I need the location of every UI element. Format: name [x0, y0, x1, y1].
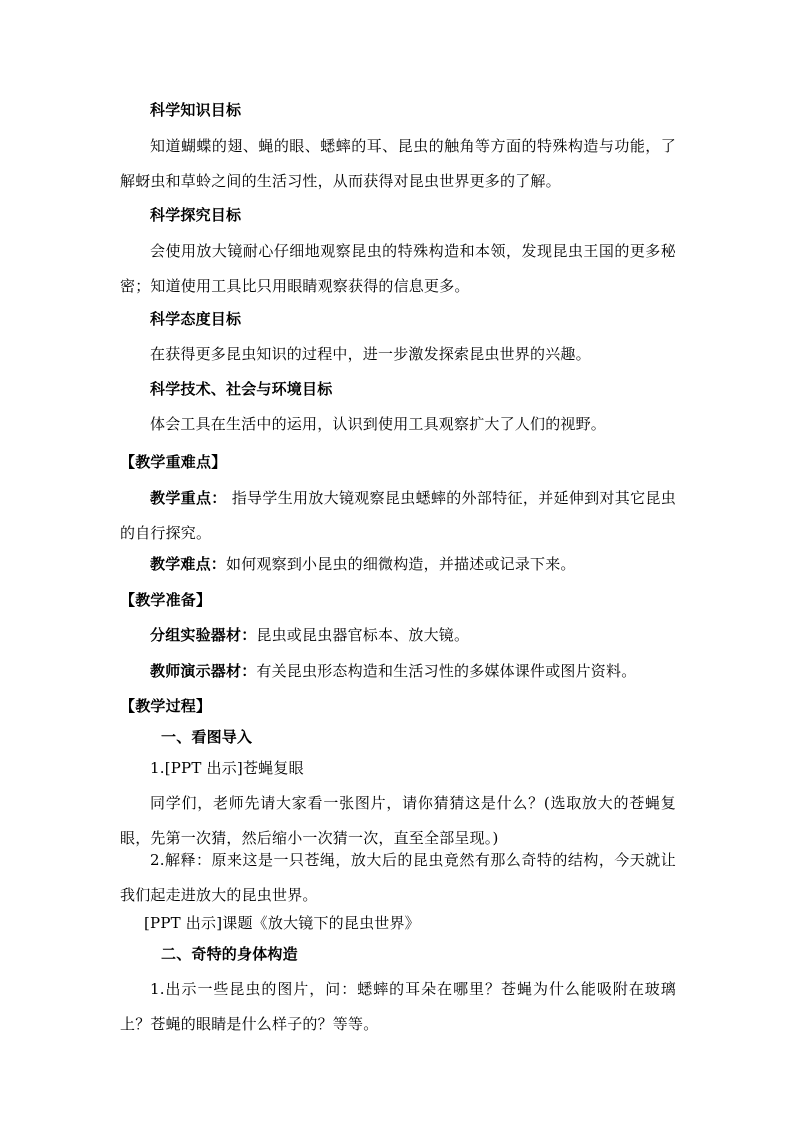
- key-point-label: 教学重点：: [150, 489, 227, 507]
- teacher-equipment-label: 教师演示器材：: [150, 662, 257, 680]
- part1-item1: 1.[PPT 出示]苍蝇复眼: [150, 759, 304, 777]
- group-equipment-line: [150, 625, 469, 645]
- sci-attitude-heading: 科学态度目标: [150, 310, 242, 328]
- group-equipment-text: 昆虫或昆虫器官标本、放大镜。: [256, 626, 470, 644]
- key-point-text: 指导学生用放大镜观察昆虫蟋蟀的外部特征，并延伸到对其它昆虫的自行探究。: [120, 489, 676, 542]
- teacher-equipment-text: 有关昆虫形态构造和生活习性的多媒体课件或图片资料。: [256, 662, 637, 680]
- difficult-paragraph: [150, 554, 576, 574]
- part1-paragraph1: 同学们，老师先请大家看一张图片，请你猜猜这是什么？(选取放大的苍蝇复眼，先第一次猜，然后缩小一次猜一次，直至全部呈现。): [120, 794, 676, 847]
- sts-heading: 科学技术、社会与环境目标: [150, 380, 333, 398]
- part2-heading: 二、奇特的身体构造: [161, 945, 298, 963]
- prep-heading: 【教学准备】: [120, 591, 212, 609]
- group-equipment-label: 分组实验器材：: [150, 626, 257, 644]
- key-difficult-heading: 【教学重难点】: [120, 453, 227, 471]
- difficult-text: 如何观察到小昆虫的细微构造，并描述或记录下来。: [226, 555, 576, 573]
- part2-paragraph1: 1.出示一些昆虫的图片，问：蟋蟀的耳朵在哪里？苍蝇为什么能吸附在玻璃上？苍蝇的眼睛是什么样子的？等等。: [120, 980, 676, 1033]
- teacher-equipment-line: [150, 661, 636, 681]
- sci-attitude-paragraph: 在获得更多昆虫知识的过程中，进一步激发探索昆虫世界的兴趣。: [150, 345, 591, 363]
- sci-inquiry-heading: 科学探究目标: [150, 206, 242, 224]
- sts-paragraph: 体会工具在生活中的运用，认识到使用工具观察扩大了人们的视野。: [150, 415, 607, 433]
- key-point-paragraph: [120, 481, 676, 551]
- part1-paragraph2: 2.解释：原来这是一只苍绳，放大后的昆虫竟然有那么奇特的结构，今天就让我们起走进放大的昆虫世界。: [120, 851, 676, 904]
- sci-inquiry-paragraph: 会使用放大镜耐心仔细地观察昆虫的特殊构造和本领，发现昆虫王国的更多秘密；知道使用工具比只用眼睛观察获得的信息更多。: [120, 242, 676, 295]
- part1-ppt-title: [PPT 出示]课题《放大镜下的昆虫世界》: [144, 914, 420, 932]
- sci-knowledge-heading: 科学知识目标: [150, 101, 242, 119]
- sci-knowledge-paragraph: 知道蝴蝶的翅、蝇的眼、蟋蟀的耳、昆虫的触角等方面的特殊构造与功能，了解蚜虫和草蛉之间的生活习性，从而获得对昆虫世界更多的了解。: [120, 137, 676, 190]
- difficult-label: 教学难点：: [150, 555, 227, 573]
- part1-heading: 一、看图导入: [161, 728, 253, 746]
- process-heading: 【教学过程】: [120, 697, 212, 715]
